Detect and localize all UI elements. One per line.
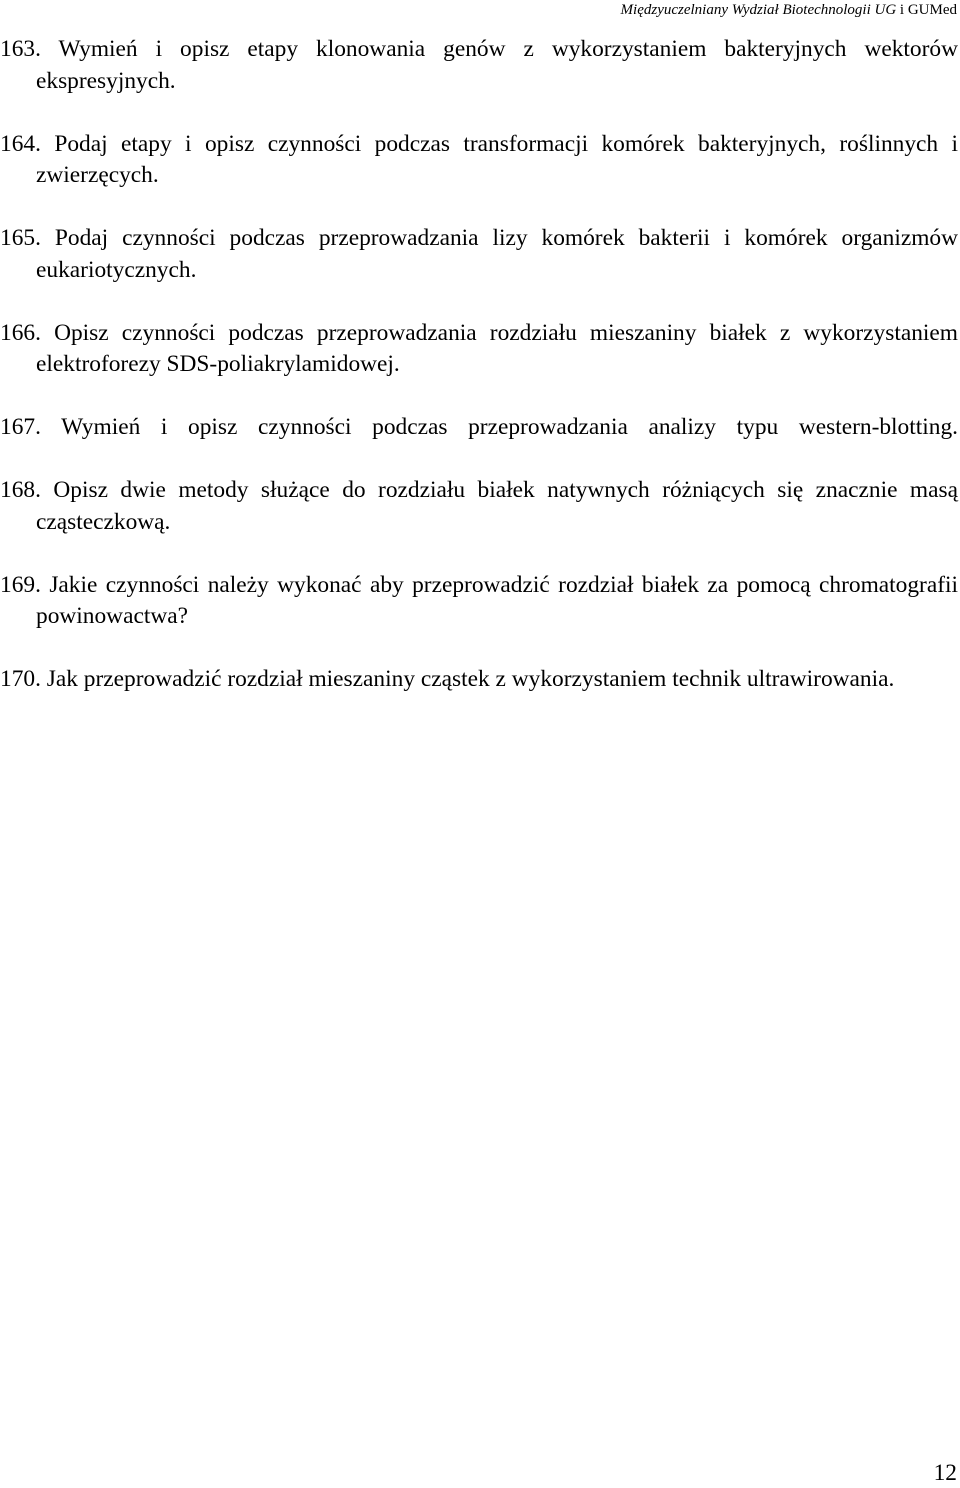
question-169: 169. Jakie czynności należy wykonać aby przeprowadzić rozdział białek za pomocą chromatografii powinowactwa? <box>0 571 958 629</box>
question-163: 163. Wymień i opisz etapy klonowania genów z wykorzystaniem bakteryjnych wektorów ekspresyjnych. <box>0 36 958 94</box>
question-170: 170. Jak przeprowadzić rozdział mieszaniny cząstek z wykorzystaniem technik ultrawirowania. <box>0 666 895 692</box>
question-164: 164. Podaj etapy i opisz czynności podczas transformacji komórek bakteryjnych, roślinnych i zwierzęcych. <box>0 130 958 188</box>
question-168: 168. Opisz dwie metody służące do rozdziału białek natywnych różniących się znacznie masą cząsteczkową. <box>0 477 958 535</box>
header-institution: Międzyuczelniany Wydział Biotechnologii UG <box>620 2 897 18</box>
page-header <box>621 2 957 19</box>
header-institution-tail: i GUMed <box>896 2 957 18</box>
question-167: 167. Wymień i opisz czynności podczas przeprowadzania analizy typu western-blotting. <box>0 414 958 440</box>
page-number: 12 <box>933 1460 957 1486</box>
question-165: 165. Podaj czynności podczas przeprowadzania lizy komórek bakterii i komórek organizmów eukariotycznych. <box>0 225 958 283</box>
question-list <box>0 34 958 727</box>
question-166: 166. Opisz czynności podczas przeprowadzania rozdziału mieszaniny białek z wykorzystaniem elektroforezy SDS-poliakrylamidowej. <box>0 319 958 377</box>
